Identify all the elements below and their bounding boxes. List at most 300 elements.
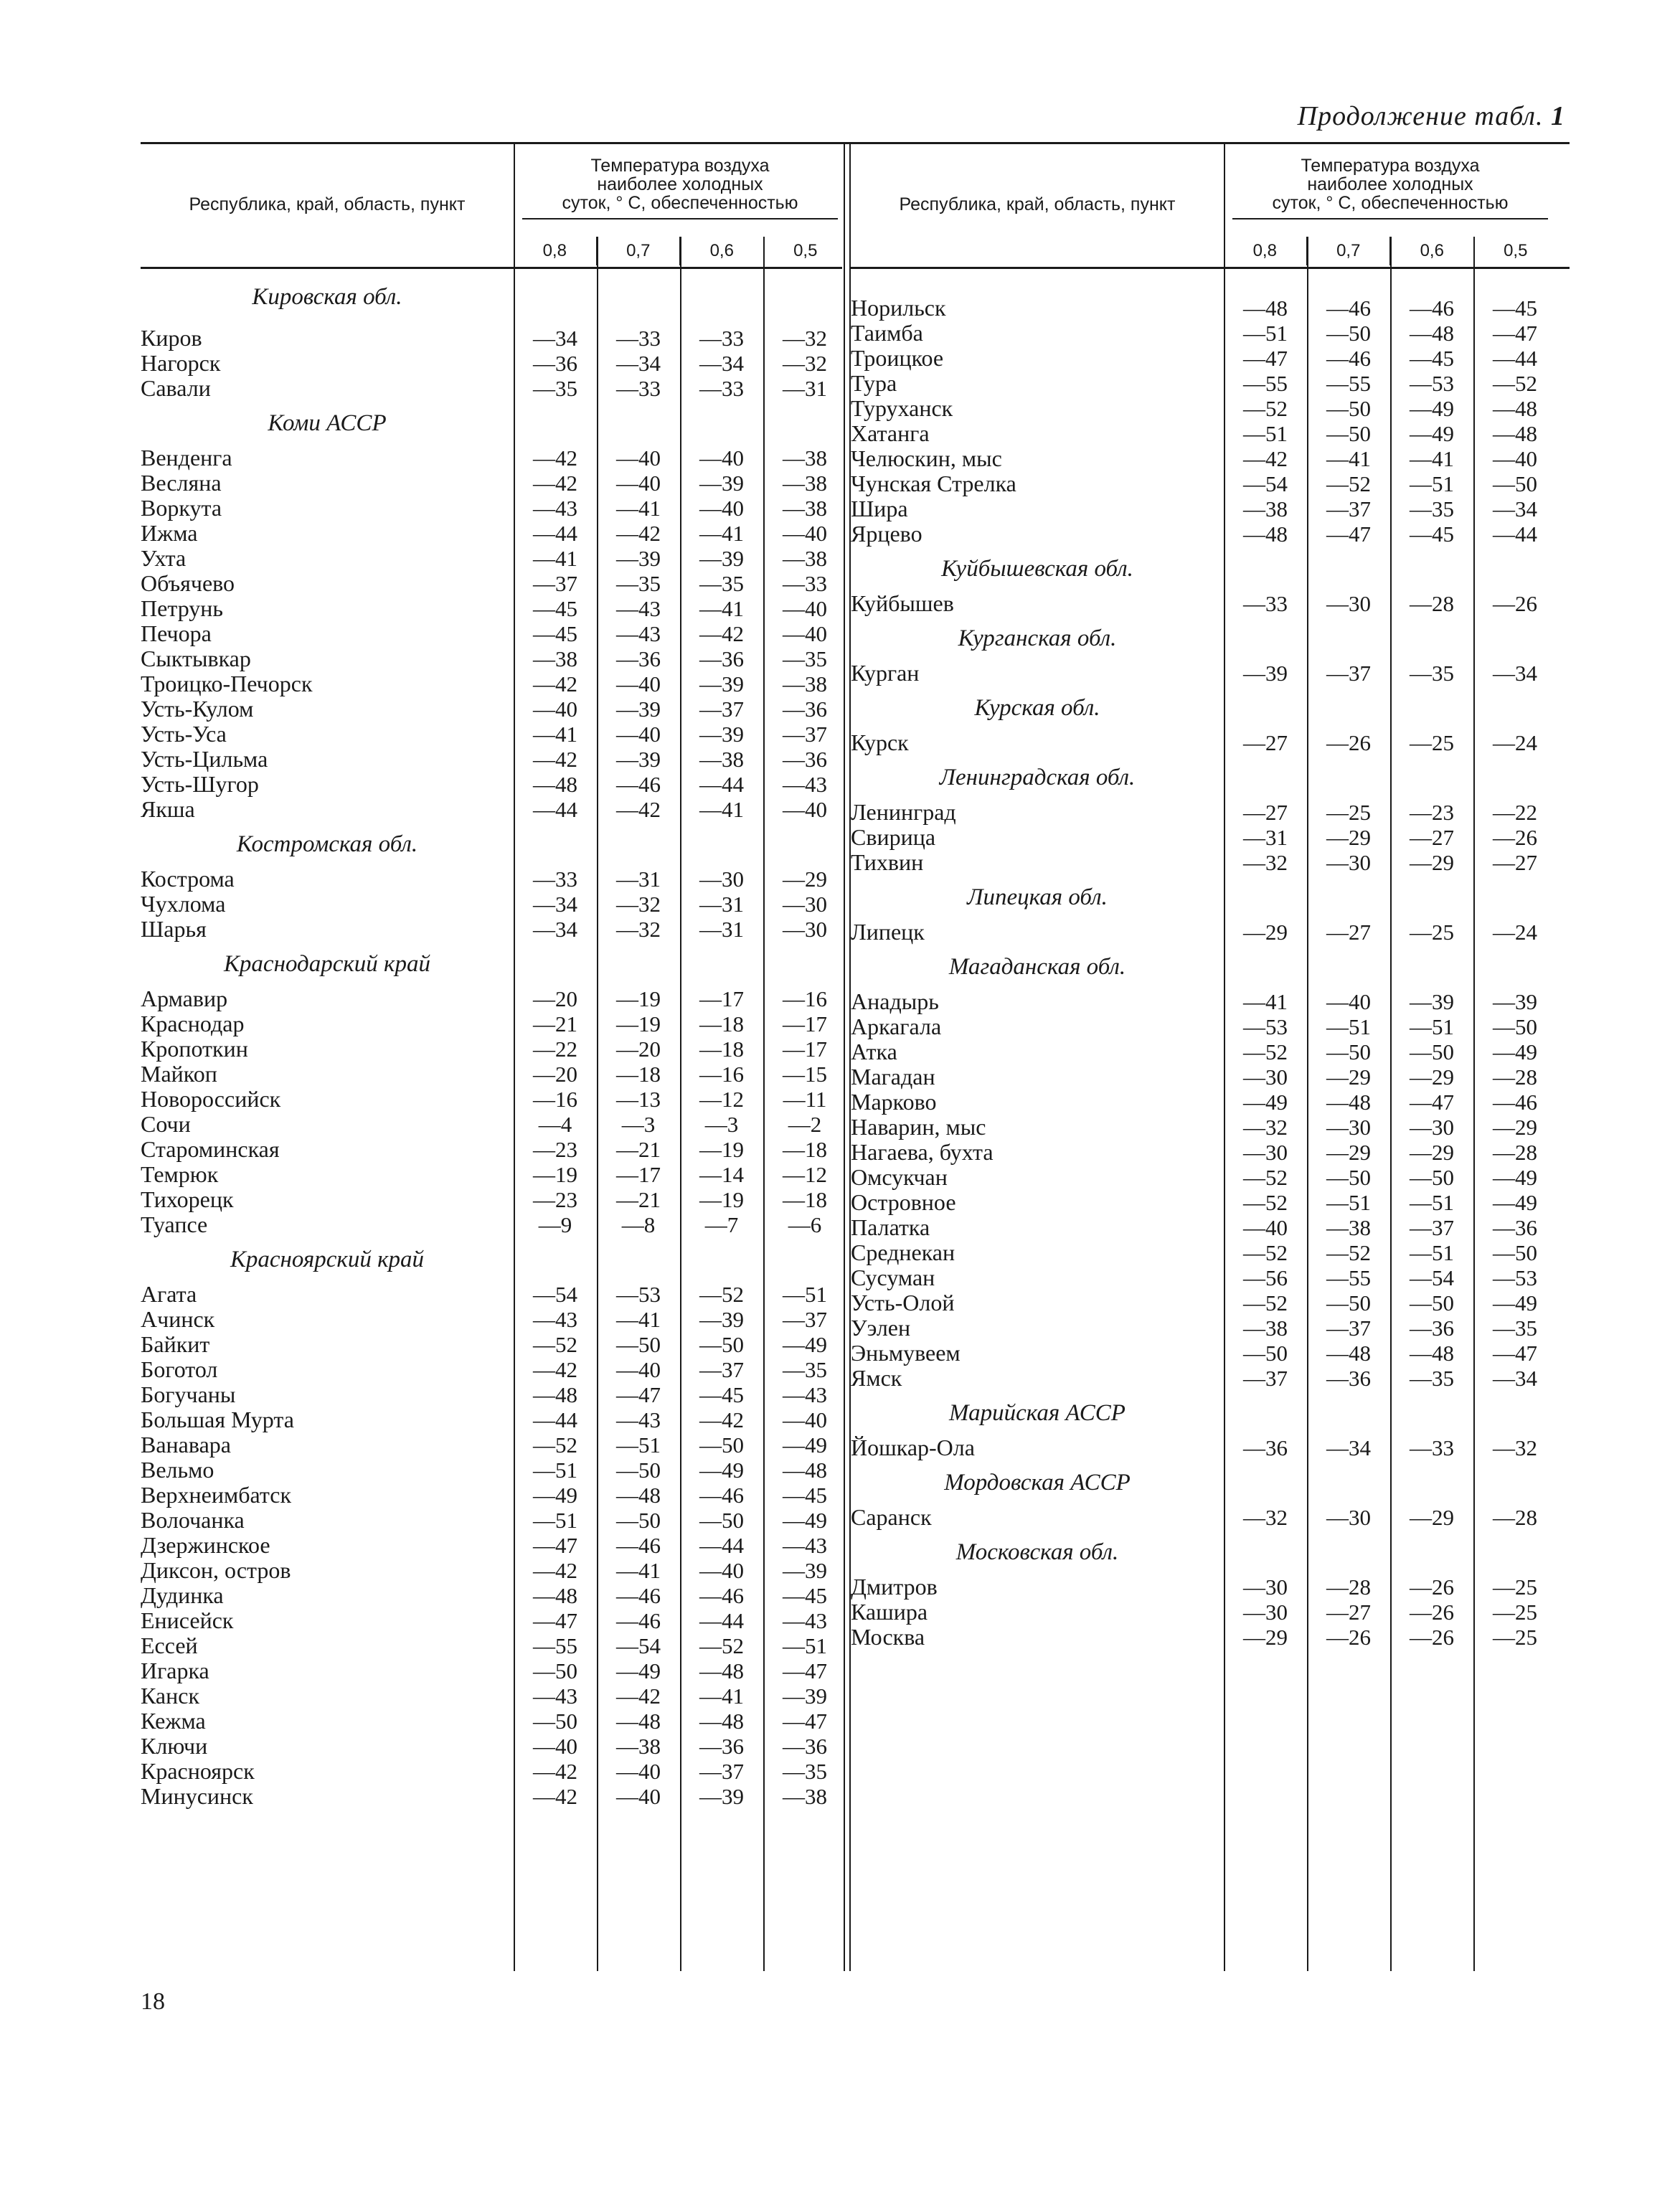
temperature-value: —33 bbox=[533, 866, 577, 892]
temperature-value: —28 bbox=[1410, 591, 1454, 616]
temperature-value: —11 bbox=[783, 1087, 827, 1112]
region-heading: Коми АССР bbox=[268, 410, 387, 436]
subheader-probability: 0,6 bbox=[1389, 237, 1473, 265]
table-row bbox=[141, 445, 842, 471]
location-name: Ессей bbox=[141, 1633, 198, 1658]
temperature-value: —38 bbox=[1243, 1315, 1288, 1341]
table-row bbox=[851, 496, 1570, 521]
region-heading: Краснодарский край bbox=[224, 951, 430, 977]
temperature-value: —54 bbox=[1410, 1265, 1454, 1290]
table-row bbox=[141, 1162, 842, 1187]
table-header bbox=[851, 142, 1570, 267]
temperature-value: —51 bbox=[1410, 1240, 1454, 1265]
temperature-value: —52 bbox=[1243, 1165, 1288, 1190]
temperature-value: —29 bbox=[1326, 1140, 1371, 1165]
temperature-value: —43 bbox=[783, 1382, 827, 1407]
subheader-probability: 0,7 bbox=[1306, 237, 1390, 265]
temperature-value: —29 bbox=[1410, 850, 1454, 875]
temperature-value: —50 bbox=[1410, 1039, 1454, 1064]
location-name: Кашира bbox=[851, 1599, 928, 1625]
temperature-value: —53 bbox=[1493, 1265, 1537, 1290]
temperature-value: —41 bbox=[533, 722, 577, 747]
location-name: Вельмо bbox=[141, 1457, 214, 1483]
location-name: Челюскин, мыс bbox=[851, 445, 1002, 471]
temperature-value: —51 bbox=[1410, 471, 1454, 496]
temperature-value: —37 bbox=[699, 696, 744, 722]
location-name: Шира bbox=[851, 496, 908, 521]
location-name: Дудинка bbox=[141, 1582, 224, 1608]
location-name: Большая Мурта bbox=[141, 1407, 294, 1432]
temperature-value: —44 bbox=[699, 1533, 744, 1558]
table-row bbox=[851, 346, 1570, 371]
table-row bbox=[851, 591, 1570, 616]
continuation-caption bbox=[1298, 100, 1565, 132]
temperature-value: —40 bbox=[783, 596, 827, 621]
temperature-value: —51 bbox=[1326, 1014, 1371, 1039]
temperature-value: —25 bbox=[1410, 920, 1454, 945]
temperature-value: —50 bbox=[1326, 396, 1371, 421]
location-name: Боготол bbox=[141, 1356, 218, 1382]
temperature-value: —26 bbox=[1493, 825, 1537, 850]
spacer bbox=[851, 283, 1570, 296]
header-location-label: Республика, край, область, пункт bbox=[189, 194, 466, 214]
temperature-value: —29 bbox=[1243, 1625, 1288, 1650]
temperature-value: —36 bbox=[1493, 1215, 1537, 1240]
table-row bbox=[141, 866, 842, 892]
temperature-value: —43 bbox=[783, 1533, 827, 1558]
temperature-value: —30 bbox=[1326, 1115, 1371, 1140]
location-name: Анадырь bbox=[851, 988, 939, 1014]
temperature-value: —29 bbox=[1243, 920, 1288, 945]
temperature-value: —55 bbox=[1326, 1265, 1371, 1290]
temperature-value: —26 bbox=[1410, 1574, 1454, 1600]
temperature-value: —17 bbox=[616, 1162, 661, 1187]
temperature-value: —52 bbox=[699, 1282, 744, 1307]
table-row bbox=[851, 1435, 1570, 1460]
location-name: Москва bbox=[851, 1624, 925, 1650]
location-name: Ванавара bbox=[141, 1432, 231, 1458]
temperature-value: —41 bbox=[533, 546, 577, 571]
location-name: Ачинск bbox=[141, 1306, 215, 1332]
temperature-value: —30 bbox=[1243, 1574, 1288, 1600]
temperature-value: —52 bbox=[1243, 1190, 1288, 1215]
temperature-value: —51 bbox=[1243, 421, 1288, 446]
location-name: Омсукчан bbox=[851, 1164, 948, 1190]
temperature-value: —40 bbox=[1493, 446, 1537, 471]
temperature-value: —49 bbox=[616, 1658, 661, 1683]
temperature-value: —39 bbox=[699, 471, 744, 496]
temperature-value: —27 bbox=[1410, 825, 1454, 850]
table-row bbox=[851, 1290, 1570, 1315]
table-row bbox=[851, 1240, 1570, 1265]
temperature-value: —43 bbox=[616, 621, 661, 646]
temperature-value: —26 bbox=[1326, 730, 1371, 755]
temperature-value: —33 bbox=[699, 376, 744, 401]
temperature-value: —31 bbox=[783, 376, 827, 401]
temperature-value: —48 bbox=[783, 1458, 827, 1483]
temperature-value: —14 bbox=[699, 1162, 744, 1187]
temperature-value: —50 bbox=[616, 1458, 661, 1483]
table-row bbox=[851, 920, 1570, 945]
table-row bbox=[141, 471, 842, 496]
temperature-value: —26 bbox=[1493, 591, 1537, 616]
temperature-value: —8 bbox=[621, 1212, 656, 1237]
table-row bbox=[851, 1090, 1570, 1115]
temperature-value: —48 bbox=[533, 1583, 577, 1608]
location-name: Темрюк bbox=[141, 1161, 219, 1187]
table-row bbox=[141, 772, 842, 797]
temperature-value: —49 bbox=[533, 1483, 577, 1508]
temperature-value: —21 bbox=[616, 1137, 661, 1162]
table-row bbox=[141, 1734, 842, 1759]
location-name: Среднекан bbox=[851, 1239, 955, 1265]
temperature-value: —32 bbox=[616, 892, 661, 917]
location-name: Краснодар bbox=[141, 1011, 245, 1036]
location-name: Липецк bbox=[851, 919, 925, 945]
table-row bbox=[141, 1759, 842, 1784]
temperature-value: —22 bbox=[1493, 800, 1537, 825]
temperature-value: —52 bbox=[1326, 471, 1371, 496]
temperature-value: —50 bbox=[699, 1332, 744, 1357]
location-name: Ярцево bbox=[851, 521, 922, 547]
location-name: Староминская bbox=[141, 1136, 280, 1162]
temperature-value: —48 bbox=[533, 772, 577, 797]
temperature-value: —40 bbox=[699, 496, 744, 521]
temperature-value: —3 bbox=[704, 1112, 739, 1137]
temperature-value: —48 bbox=[699, 1658, 744, 1683]
temperature-value: —37 bbox=[783, 722, 827, 747]
table-row bbox=[141, 1608, 842, 1633]
temperature-value: —48 bbox=[533, 1382, 577, 1407]
temperature-value: —30 bbox=[1326, 1505, 1371, 1530]
table-row bbox=[851, 421, 1570, 446]
location-name: Якша bbox=[141, 796, 195, 822]
temperature-value: —45 bbox=[1410, 521, 1454, 547]
temperature-value: —12 bbox=[783, 1162, 827, 1187]
column-header-location bbox=[141, 142, 514, 267]
temperature-value: —45 bbox=[783, 1583, 827, 1608]
table-row bbox=[141, 671, 842, 696]
table-row bbox=[141, 521, 842, 546]
temperature-value: —33 bbox=[1410, 1435, 1454, 1460]
temperature-value: —47 bbox=[1410, 1090, 1454, 1115]
temperature-value: —39 bbox=[1410, 989, 1454, 1014]
location-name: Хатанга bbox=[851, 420, 930, 446]
table-row bbox=[141, 917, 842, 942]
temperature-value: —20 bbox=[533, 986, 577, 1011]
header-location-label: Республика, край, область, пункт bbox=[899, 194, 1176, 214]
temperature-value: —42 bbox=[533, 1357, 577, 1382]
temperature-value: —25 bbox=[1493, 1574, 1537, 1600]
temperature-value: —50 bbox=[1326, 421, 1371, 446]
temperature-value: —37 bbox=[1326, 496, 1371, 521]
table-row bbox=[141, 1137, 842, 1162]
location-name: Савали bbox=[141, 375, 211, 401]
table-row bbox=[141, 496, 842, 521]
temperature-value: —18 bbox=[783, 1187, 827, 1212]
temperature-value: —47 bbox=[1243, 346, 1288, 371]
location-name: Дзержинское bbox=[141, 1532, 270, 1558]
table-row bbox=[851, 446, 1570, 471]
temperature-value: —48 bbox=[1410, 1341, 1454, 1366]
temperature-value: —50 bbox=[1243, 1341, 1288, 1366]
region-heading: Ленинградская обл. bbox=[939, 765, 1136, 790]
location-name: Сыктывкар bbox=[141, 646, 251, 671]
location-name: Петрунь bbox=[141, 595, 223, 621]
temperature-value: —41 bbox=[699, 1683, 744, 1709]
location-name: Воркута bbox=[141, 495, 222, 521]
temperature-value: —40 bbox=[616, 471, 661, 496]
temperature-value: —45 bbox=[533, 596, 577, 621]
table-row bbox=[141, 986, 842, 1011]
location-name: Чунская Стрелка bbox=[851, 471, 1016, 496]
temperature-value: —38 bbox=[783, 546, 827, 571]
temperature-value: —39 bbox=[616, 546, 661, 571]
temperature-value: —52 bbox=[533, 1432, 577, 1458]
temperature-value: —49 bbox=[1243, 1090, 1288, 1115]
temperature-value: —50 bbox=[1410, 1290, 1454, 1315]
location-name: Усть-Кулом bbox=[141, 696, 254, 722]
location-name: Тура bbox=[851, 370, 897, 396]
location-name: Красноярск bbox=[141, 1758, 255, 1784]
table-row bbox=[851, 1625, 1570, 1650]
location-name: Богучаны bbox=[141, 1381, 236, 1407]
location-name: Сочи bbox=[141, 1111, 191, 1137]
temperature-value: —25 bbox=[1410, 730, 1454, 755]
temperature-value: —39 bbox=[699, 1307, 744, 1332]
location-name: Куйбышев bbox=[851, 590, 954, 616]
temperature-value: —46 bbox=[1410, 296, 1454, 321]
table-row bbox=[141, 1784, 842, 1809]
subheader-probability: 0,5 bbox=[1473, 237, 1557, 265]
table-row bbox=[851, 1115, 1570, 1140]
temperature-value: —48 bbox=[1243, 296, 1288, 321]
location-name: Нагаева, бухта bbox=[851, 1139, 994, 1165]
temperature-value: —44 bbox=[533, 1407, 577, 1432]
location-name: Островное bbox=[851, 1189, 956, 1215]
temperature-value: —2 bbox=[788, 1112, 822, 1137]
temperature-value: —49 bbox=[1493, 1165, 1537, 1190]
location-name: Наварин, мыс bbox=[851, 1114, 986, 1140]
temperature-value: —43 bbox=[533, 1683, 577, 1709]
temperature-value: —19 bbox=[699, 1137, 744, 1162]
temperature-value: —40 bbox=[783, 621, 827, 646]
temperature-value: —39 bbox=[699, 722, 744, 747]
temperature-value: —41 bbox=[616, 1558, 661, 1583]
location-name: Игарка bbox=[141, 1658, 209, 1683]
temperature-value: —15 bbox=[783, 1062, 827, 1087]
table-row bbox=[141, 1282, 842, 1307]
temperature-value: —35 bbox=[616, 571, 661, 596]
location-name: Марково bbox=[851, 1089, 937, 1115]
temperature-value: —49 bbox=[1493, 1039, 1537, 1064]
header-temperature-line: суток, ° С, обеспеченностью bbox=[1272, 193, 1509, 213]
table-row bbox=[141, 747, 842, 772]
temperature-value: —43 bbox=[783, 772, 827, 797]
temperature-value: —40 bbox=[783, 1407, 827, 1432]
temperature-value: —30 bbox=[1326, 591, 1371, 616]
location-name: Троицко-Печорск bbox=[141, 671, 313, 696]
header-bottom-rule bbox=[141, 267, 842, 269]
temperature-value: —32 bbox=[1243, 1505, 1288, 1530]
temperature-value: —43 bbox=[783, 1608, 827, 1633]
table-row bbox=[141, 621, 842, 646]
header-temperature-line: Температура воздуха bbox=[1301, 156, 1480, 176]
location-name: Армавир bbox=[141, 986, 228, 1011]
temperature-value: —29 bbox=[1493, 1115, 1537, 1140]
table-row bbox=[141, 1583, 842, 1608]
temperature-value: —48 bbox=[1410, 321, 1454, 346]
region-heading: Красноярский край bbox=[230, 1247, 425, 1272]
temperature-value: —34 bbox=[533, 892, 577, 917]
region-heading: Куйбышевская обл. bbox=[941, 556, 1133, 582]
table-row bbox=[851, 1215, 1570, 1240]
table-row bbox=[141, 571, 842, 596]
temperature-value: —50 bbox=[616, 1508, 661, 1533]
location-name: Курск bbox=[851, 729, 909, 755]
table-row bbox=[851, 1064, 1570, 1090]
temperature-value: —35 bbox=[783, 646, 827, 671]
location-name: Чухлома bbox=[141, 891, 226, 917]
temperature-value: —41 bbox=[616, 1307, 661, 1332]
temperature-value: —42 bbox=[616, 521, 661, 546]
table-row bbox=[851, 321, 1570, 346]
temperature-value: —41 bbox=[699, 596, 744, 621]
temperature-value: —23 bbox=[533, 1137, 577, 1162]
temperature-value: —23 bbox=[533, 1187, 577, 1212]
temperature-value: —42 bbox=[533, 1784, 577, 1809]
temperature-value: —48 bbox=[616, 1709, 661, 1734]
temperature-value: —42 bbox=[533, 445, 577, 471]
temperature-value: —19 bbox=[616, 1011, 661, 1036]
location-name: Кропоткин bbox=[141, 1036, 248, 1062]
temperature-value: —49 bbox=[783, 1432, 827, 1458]
table-row bbox=[851, 800, 1570, 825]
location-name: Венденга bbox=[141, 445, 232, 471]
temperature-value: —29 bbox=[783, 866, 827, 892]
temperature-value: —41 bbox=[1410, 446, 1454, 471]
temperature-value: —21 bbox=[533, 1011, 577, 1036]
temperature-value: —29 bbox=[1410, 1140, 1454, 1165]
region-heading: Липецкая обл. bbox=[967, 884, 1108, 910]
subheader-probability: 0,5 bbox=[763, 237, 847, 265]
table-row bbox=[141, 546, 842, 571]
location-name: Атка bbox=[851, 1039, 897, 1064]
temperature-value: —48 bbox=[1326, 1090, 1371, 1115]
temperature-value: —40 bbox=[1326, 989, 1371, 1014]
temperature-value: —32 bbox=[1493, 1435, 1537, 1460]
temperature-value: —31 bbox=[616, 866, 661, 892]
temperature-value: —50 bbox=[1493, 1240, 1537, 1265]
temperature-value: —51 bbox=[783, 1633, 827, 1658]
temperature-value: —42 bbox=[616, 1683, 661, 1709]
location-name: Майкоп bbox=[141, 1061, 217, 1087]
temperature-value: —34 bbox=[533, 326, 577, 351]
table-row bbox=[141, 1483, 842, 1508]
temperature-value: —46 bbox=[699, 1483, 744, 1508]
temperature-value: —36 bbox=[533, 351, 577, 376]
temperature-value: —51 bbox=[1326, 1190, 1371, 1215]
location-name: Усть-Шугор bbox=[141, 771, 259, 797]
temperature-value: —39 bbox=[616, 747, 661, 772]
temperature-value: —32 bbox=[783, 326, 827, 351]
temperature-value: —36 bbox=[783, 747, 827, 772]
temperature-value: —34 bbox=[1493, 496, 1537, 521]
temperature-value: —39 bbox=[699, 1784, 744, 1809]
region-heading: Московская обл. bbox=[955, 1539, 1119, 1565]
temperature-value: —37 bbox=[783, 1307, 827, 1332]
temperature-value: —40 bbox=[616, 1784, 661, 1809]
temperature-value: —40 bbox=[783, 521, 827, 546]
table-row bbox=[141, 1458, 842, 1483]
temperature-value: —32 bbox=[1243, 850, 1288, 875]
temperature-value: —36 bbox=[783, 1734, 827, 1759]
temperature-value: —50 bbox=[1493, 471, 1537, 496]
temperature-value: —48 bbox=[1326, 1341, 1371, 1366]
location-name: Ухта bbox=[141, 545, 187, 571]
continuation-number: 1 bbox=[1551, 101, 1565, 131]
subheader-probability: 0,6 bbox=[679, 237, 763, 265]
temperature-value: —48 bbox=[699, 1709, 744, 1734]
temperature-value: —16 bbox=[533, 1087, 577, 1112]
location-name: Енисейск bbox=[141, 1607, 234, 1633]
table-row bbox=[141, 1709, 842, 1734]
table-left-half bbox=[141, 142, 842, 1971]
temperature-value: —40 bbox=[1243, 1215, 1288, 1240]
table-row bbox=[141, 1212, 842, 1237]
temperature-value: —40 bbox=[616, 722, 661, 747]
temperature-value: —44 bbox=[533, 797, 577, 822]
subheader-probability: 0,7 bbox=[596, 237, 680, 265]
temperature-value: —40 bbox=[533, 1734, 577, 1759]
temperature-value: —21 bbox=[616, 1187, 661, 1212]
temperature-value: —49 bbox=[783, 1508, 827, 1533]
location-name: Нагорск bbox=[141, 350, 221, 376]
temperature-value: —47 bbox=[783, 1709, 827, 1734]
table-row bbox=[851, 1574, 1570, 1600]
temperature-value: —29 bbox=[1410, 1505, 1454, 1530]
temperature-value: —36 bbox=[783, 696, 827, 722]
table-row bbox=[141, 1533, 842, 1558]
table-row bbox=[851, 1140, 1570, 1165]
temperature-value: —30 bbox=[699, 866, 744, 892]
temperature-value: —38 bbox=[1243, 496, 1288, 521]
temperature-value: —26 bbox=[1326, 1625, 1371, 1650]
column-header-location bbox=[851, 142, 1224, 267]
temperature-value: —29 bbox=[1326, 825, 1371, 850]
temperature-value: —20 bbox=[616, 1036, 661, 1062]
temperature-value: —32 bbox=[616, 917, 661, 942]
temperature-value: —27 bbox=[1493, 850, 1537, 875]
subheader-probability: 0,8 bbox=[1252, 241, 1277, 260]
table-row bbox=[141, 1683, 842, 1709]
temperature-value: —27 bbox=[1326, 1600, 1371, 1625]
temperature-value: —30 bbox=[1243, 1064, 1288, 1090]
temperature-value: —51 bbox=[533, 1458, 577, 1483]
table-row bbox=[141, 696, 842, 722]
temperature-value: —17 bbox=[699, 986, 744, 1011]
temperature-value: —35 bbox=[533, 376, 577, 401]
temperature-value: —32 bbox=[1243, 1115, 1288, 1140]
temperature-value: —35 bbox=[1410, 661, 1454, 686]
temperature-value: —40 bbox=[783, 797, 827, 822]
temperature-value: —30 bbox=[783, 892, 827, 917]
temperature-value: —24 bbox=[1493, 920, 1537, 945]
temperature-value: —41 bbox=[1326, 446, 1371, 471]
temperature-value: —27 bbox=[1243, 730, 1288, 755]
temperature-value: —50 bbox=[1410, 1165, 1454, 1190]
temperature-value: —54 bbox=[616, 1633, 661, 1658]
